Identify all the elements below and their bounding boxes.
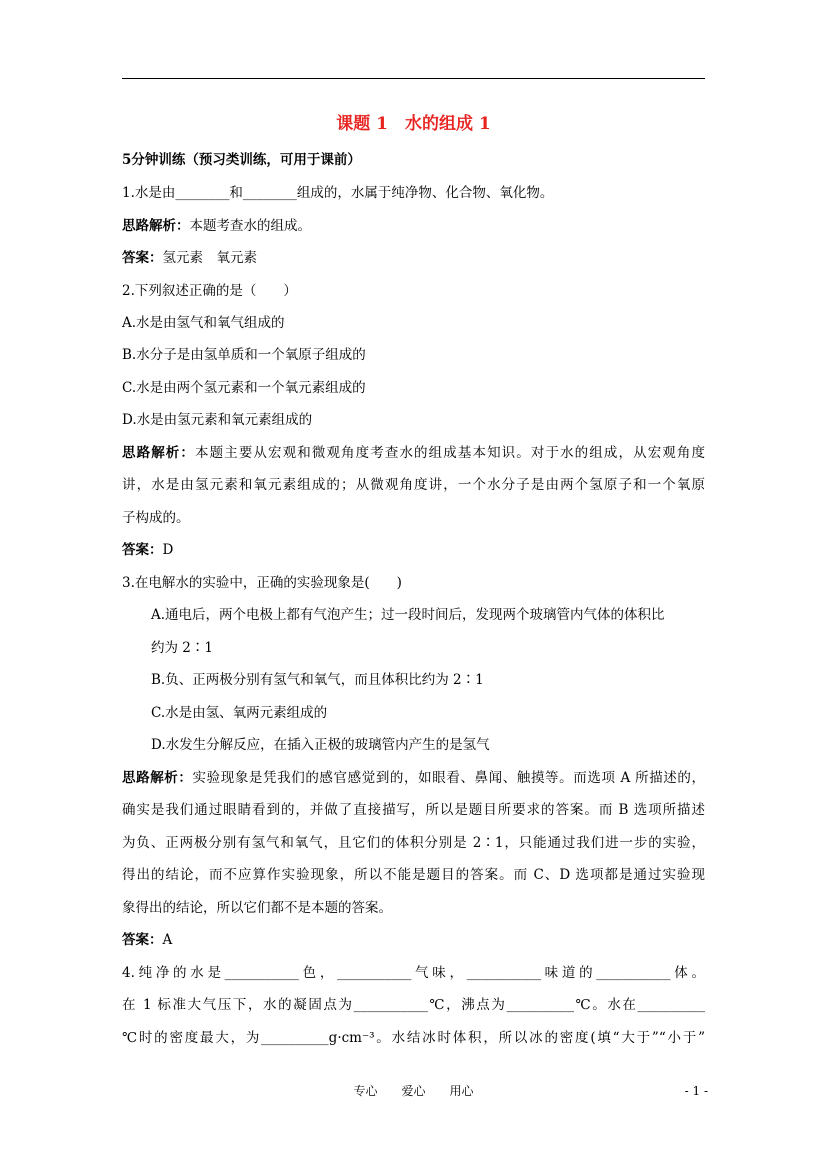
q3-option-b: B.负、正两极分别有氢气和氧气，而且体积比约为 2∶1 (151, 672, 484, 688)
q2-answer-label: 答案： (122, 542, 163, 558)
section-heading: 5分钟训练（预习类训练，可用于课前） (122, 152, 361, 168)
q2-analysis-line-1: 本题主要从宏观和微观角度考查水的组成基本知识。对于水的组成，从宏观角度 (195, 445, 706, 461)
q3-option-a: A.通电后，两个电极上都有气泡产生；过一段时间后，发现两个玻璃管内气体的体积比 (151, 607, 665, 623)
question-2: 2.下列叙述正确的是（ ） (122, 283, 297, 299)
q3-analysis-line-3: 为负、正两极分别有氢气和氧气，且它们的体积分别是 2∶1，只能通过我们进一步的实验， (122, 835, 705, 851)
q2-option-b: B.水分子是由氢单质和一个氧原子组成的 (122, 347, 366, 363)
q2-analysis (122, 442, 705, 464)
page-number: - 1 - (684, 1084, 708, 1098)
footer-motto: 专心 爱心 用心 (353, 1084, 474, 1098)
q3-analysis-line-1: 实验现象是凭我们的感官感觉到的，如眼看、鼻闻、触摸等。而选项 A 所描述的， (192, 770, 705, 786)
q2-answer-text: D (162, 542, 174, 558)
q3-answer (122, 929, 172, 951)
q3-option-a-cont: 约为 2∶1 (151, 640, 213, 656)
q3-option-d: D.水发生分解反应，在插入正极的玻璃管内产生的是氢气 (151, 737, 490, 753)
page-title: 课题 1 水的组成 1 (336, 114, 491, 134)
q1-answer (122, 247, 257, 269)
q2-option-a: A.水是由氢气和氧气组成的 (122, 315, 285, 331)
q3-answer-text: A (162, 932, 173, 948)
q3-analysis-line-5: 象得出的结论，所以它们都不是本题的答案。 (122, 900, 392, 916)
q3-analysis (122, 767, 705, 789)
q2-analysis-label: 思路解析： (122, 445, 196, 461)
q3-analysis-line-2: 确实是我们通过眼睛看到的，并做了直接描写，所以是题目所要求的答案。而 B 选项所描述 (122, 802, 705, 818)
q3-analysis-label: 思路解析： (122, 770, 193, 786)
q2-option-c: C.水是由两个氢元素和一个氧元素组成的 (122, 380, 366, 396)
q3-answer-label: 答案： (122, 932, 163, 948)
q1-answer-text: 氢元素 氧元素 (162, 250, 257, 266)
question-4-line-3: ℃时的密度最大，为__________g·cm⁻³。水结冰时体积，所以冰的密度(填“大于”“小于” (122, 1030, 705, 1046)
q2-analysis-line-2: 讲，水是由氢元素和氧元素组成的；从微观角度讲，一个水分子是由两个氢原子和一个氧原 (122, 477, 705, 493)
q2-option-d: D.水是由氢元素和氧元素组成的 (122, 412, 313, 428)
question-4-line-2: 在 1 标准大气压下，水的凝固点为___________℃，沸点为__________℃。水在__________ (122, 997, 705, 1013)
q1-answer-label: 答案： (122, 250, 163, 266)
q2-answer (122, 539, 173, 561)
question-3: 3.在电解水的实验中，正确的实验现象是( ) (122, 575, 402, 591)
q3-analysis-line-4: 得出的结论，而不应算作实验现象，所以不能是题目的答案。而 C、D 选项都是通过实验现 (122, 867, 705, 883)
q1-analysis-text: 本题考查水的组成。 (189, 218, 311, 234)
header-rule (122, 78, 705, 79)
question-4-line-1: 4.纯净的水是___________色，___________气味，___________味道的___________体。 (122, 965, 705, 981)
q2-analysis-line-3: 子构成的。 (122, 510, 190, 526)
question-1: 1.水是由________和________组成的，水属于纯净物、化合物、氧化物。 (122, 185, 554, 201)
q3-option-c: C.水是由氢、氧两元素组成的 (151, 705, 328, 721)
q1-analysis (122, 215, 311, 237)
q1-analysis-label: 思路解析： (122, 218, 190, 234)
